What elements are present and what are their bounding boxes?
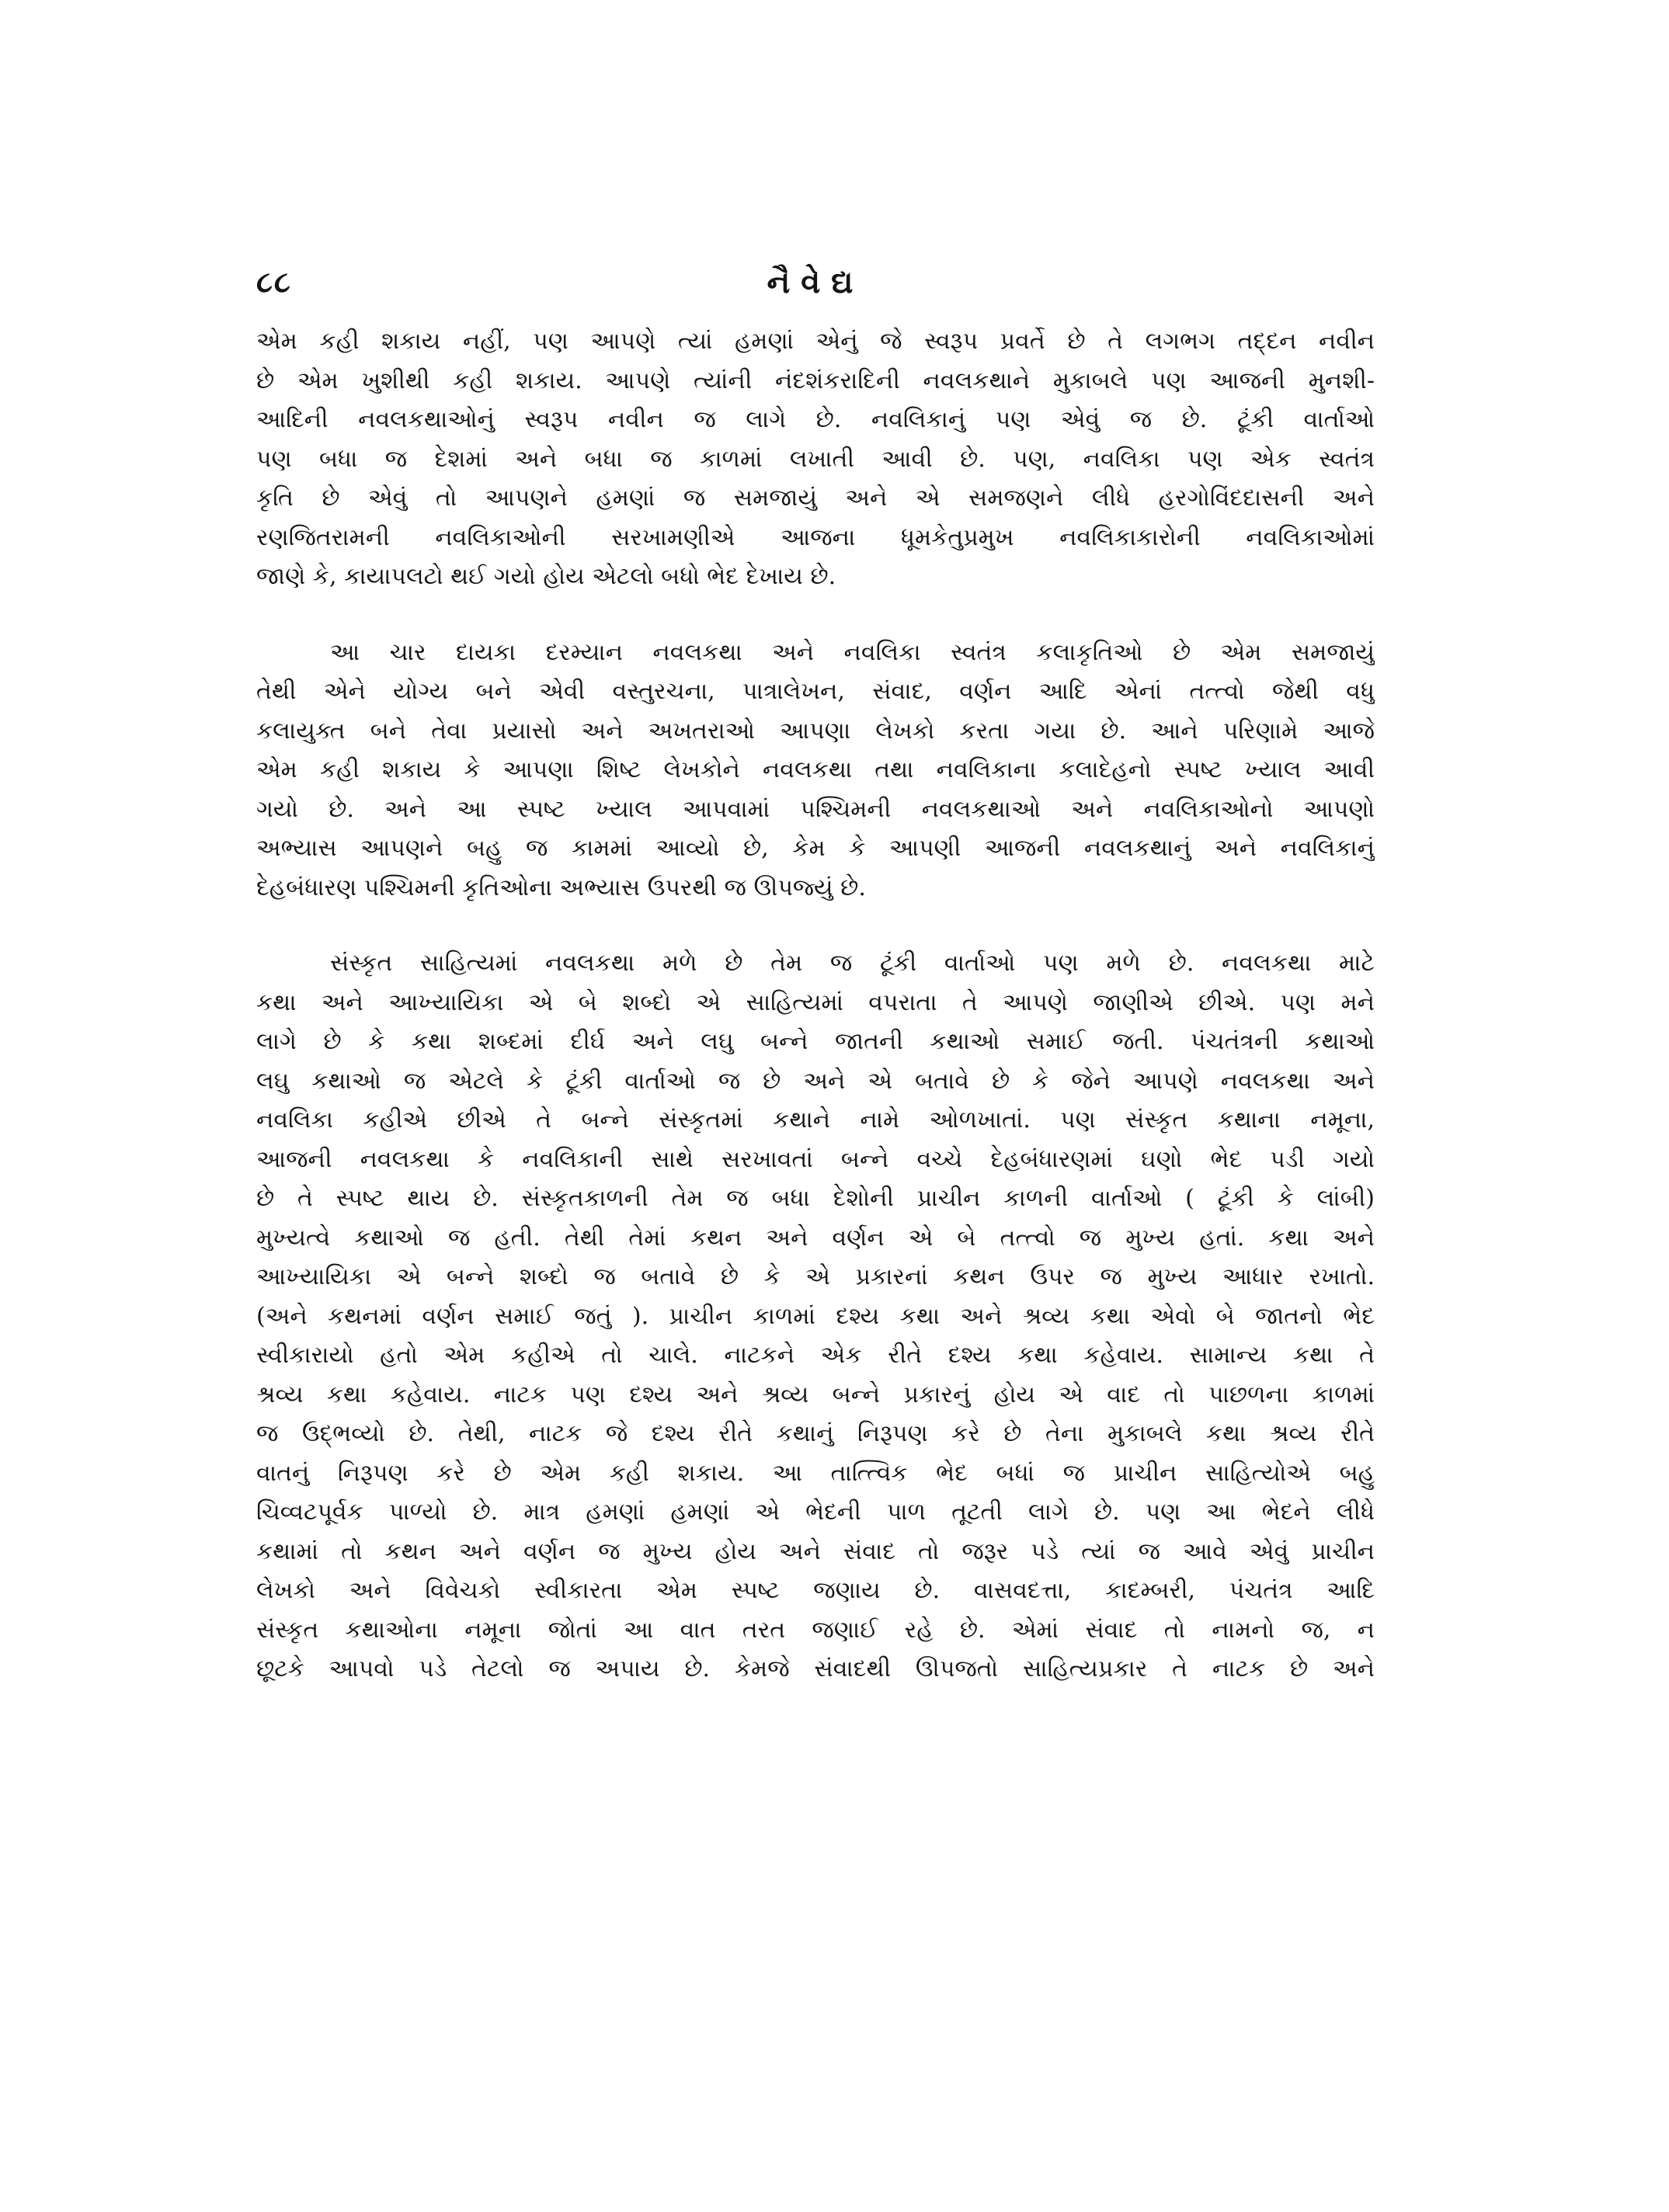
text-line: મુખ્યત્વે કથાઓ જ હતી. તેથી તેમાં કથન અને વર્ણન એ બે તત્ત્વો જ મુખ્ય હતાં. કથા અને: [256, 1224, 1375, 1252]
paragraph-3: [256, 944, 1375, 1689]
text-line: તેથી એને યોગ્ય બને એવી વસ્તુરચના, પાત્રાલેખન, સંવાદ, વર્ણન આદિ એનાં તત્ત્વો જેથી વધુ: [256, 678, 1375, 705]
text-line: લઘુ કથાઓ જ એટલે કે ટૂંકી વાર્તાઓ જ છે અને એ બતાવે છે કે જેને આપણે નવલકથા અને: [256, 1067, 1375, 1095]
running-title: નૈવેદ્ય: [767, 264, 864, 300]
text-line: આદિની નવલકથાઓનું સ્વરૂપ નવીન જ લાગે છે. નવલિકાનું પણ એવું જ છે. ટૂંકી વાર્તાઓ: [256, 406, 1375, 433]
text-line: કલાયુક્ત બને તેવા પ્રયાસો અને અખતરાઓ આપણા લેખકો કરતા ગયા છે. આને પરિણામે આજે: [256, 717, 1375, 745]
text-line: ચિવ્વટપૂર્વક પાળ્યો છે. માત્ર હમણાં હમણાં એ ભેદની પાળ તૂટતી લાગે છે. પણ આ ભેદને લીધે: [256, 1498, 1375, 1526]
text-line: એમ કહી શકાય નહીં, પણ આપણે ત્યાં હમણાં એનું જે સ્વરૂપ પ્રવર્તે છે તે લગભગ તદ્દન નવીન: [256, 328, 1375, 355]
body-text: [256, 322, 1375, 1689]
text-line: જ ઉદ્ભવ્યો છે. તેથી, નાટક જે દશ્ય રીતે કથાનું નિરૂપણ કરે છે તેના મુકાબલે કથા શ્રવ્ય રીતે: [256, 1420, 1375, 1447]
text-line: દેહબંધારણ પશ્ચિમની કૃતિઓના અભ્યાસ ઉપરથી જ ઊપજ્યું છે.: [256, 873, 866, 901]
text-line: કથામાં તો કથન અને વર્ણન જ મુખ્ય હોય અને સંવાદ તો જરૂર પડે ત્યાં જ આવે એવું પ્રાચીન: [256, 1537, 1375, 1565]
text-line: સંસ્કૃત કથાઓના નમૂના જોતાં આ વાત તરત જણાઈ રહે છે. એમાં સંવાદ તો નામનો જ, ન: [256, 1616, 1375, 1644]
text-line: કૃતિ છે એવું તો આપણને હમણાં જ સમજાયું અને એ સમજણને લીધે હરગોવિંદદાસની અને: [256, 484, 1375, 512]
text-line: નવલિકા કહીએ છીએ તે બન્ને સંસ્કૃતમાં કથાને નામે ઓળખાતાં. પણ સંસ્કૃત કથાના નમૂના,: [256, 1106, 1375, 1134]
text-line: છૂટકે આપવો પડે તેટલો જ અપાય છે. કેમજે સંવાદથી ઊપજતો સાહિત્યપ્રકાર તે નાટક છે અને: [256, 1655, 1375, 1682]
paragraph-1: [256, 322, 1375, 597]
text-line: એમ કહી શકાય કે આપણા શિષ્ટ લેખકોને નવલકથા તથા નવલિકાના કલાદેહનો સ્પષ્ટ ખ્યાલ આવી: [256, 756, 1375, 783]
text-line: અભ્યાસ આપણને બહુ જ કામમાં આવ્યો છે, કેમ કે આપણી આજની નવલકથાનું અને નવલિકાનું: [256, 835, 1375, 862]
text-line: વાતનું નિરૂપણ કરે છે એમ કહી શકાય. આ તાત્ત્વિક ભેદ બધાં જ પ્રાચીન સાહિત્યોએ બહુ: [256, 1459, 1375, 1487]
text-line: લેખકો અને વિવેચકો સ્વીકારતા એમ સ્પષ્ટ જણાય છે. વાસવદત્તા, કાદમ્બરી, પંચતંત્ર આદિ: [256, 1577, 1375, 1604]
text-line: આખ્યાયિકા એ બન્ને શબ્દો જ બતાવે છે કે એ પ્રકારનાં કથન ઉપર જ મુખ્ય આધાર રખાતો.: [256, 1263, 1375, 1290]
text-line: આજની નવલકથા કે નવલિકાની સાથે સરખાવતાં બન્ને વચ્ચે દેહબંધારણમાં ઘણો ભેદ પડી ગયો: [256, 1145, 1375, 1173]
running-head: [256, 264, 1375, 311]
text-line: શ્રવ્ય કથા કહેવાય. નાટક પણ દશ્ય અને શ્રવ્ય બન્ને પ્રકારનું હોય એ વાદ તો પાછળના કાળમાં: [256, 1380, 1375, 1408]
text-line: કથા અને આખ્યાયિકા એ બે શબ્દો એ સાહિત્યમાં વપરાતા તે આપણે જાણીએ છીએ. પણ મને: [256, 988, 1375, 1016]
text-line: પણ બધા જ દેશમાં અને બધા જ કાળમાં લખાતી આવી છે. પણ, નવલિકા પણ એક સ્વતંત્ર: [256, 445, 1375, 473]
text-line: છે એમ ખુશીથી કહી શકાય. આપણે ત્યાંની નંદશંકરાદિની નવલકથાને મુકાબલે પણ આજની મુનશી-: [256, 366, 1375, 394]
page-number: ૮૮: [256, 264, 292, 299]
text-line: લાગે છે કે કથા શબ્દમાં દીર્ઘ અને લઘુ બન્ને જાતની કથાઓ સમાઈ જતી. પંચતંત્રની કથાઓ: [256, 1028, 1375, 1055]
text-line: આ ચાર દાયકા દરમ્યાન નવલકથા અને નવલિકા સ્વતંત્ર કલાકૃતિઓ છે એમ સમજાયું: [330, 638, 1375, 666]
text-line: (અને કથનમાં વર્ણન સમાઈ જતું ). પ્રાચીન કાળમાં દશ્ય કથા અને શ્રવ્ય કથા એવો બે જાતનો ભેદ: [256, 1302, 1375, 1330]
text-line: જાણે કે, કાયાપલટો થઈ ગયો હોય એટલો બધો ભેદ દેખાય છે.: [256, 563, 836, 590]
text-line: સ્વીકારાયો હતો એમ કહીએ તો ચાલે. નાટકને એક રીતે દશ્ય કથા કહેવાય. સામાન્ય કથા તે: [256, 1342, 1375, 1369]
text-line: સંસ્કૃત સાહિત્યમાં નવલકથા મળે છે તેમ જ ટૂંકી વાર્તાઓ પણ મળે છે. નવલકથા માટે: [330, 950, 1375, 977]
text-line: છે તે સ્પષ્ટ થાય છે. સંસ્કૃતકાળની તેમ જ બધા દેશોની પ્રાચીન કાળની વાર્તાઓ ( ટૂંકી કે લાંબી): [256, 1185, 1375, 1212]
text-line: રણજિતરામની નવલિકાઓની સરખામણીએ આજના ધૂમકેતુપ્રમુખ નવલિકાકારોની નવલિકાઓમાં: [256, 523, 1375, 551]
text-line: ગયો છે. અને આ સ્પષ્ટ ખ્યાલ આપવામાં પશ્ચિમની નવલકથાઓ અને નવલિકાઓનો આપણો: [256, 795, 1375, 823]
paragraph-2: [256, 634, 1375, 908]
